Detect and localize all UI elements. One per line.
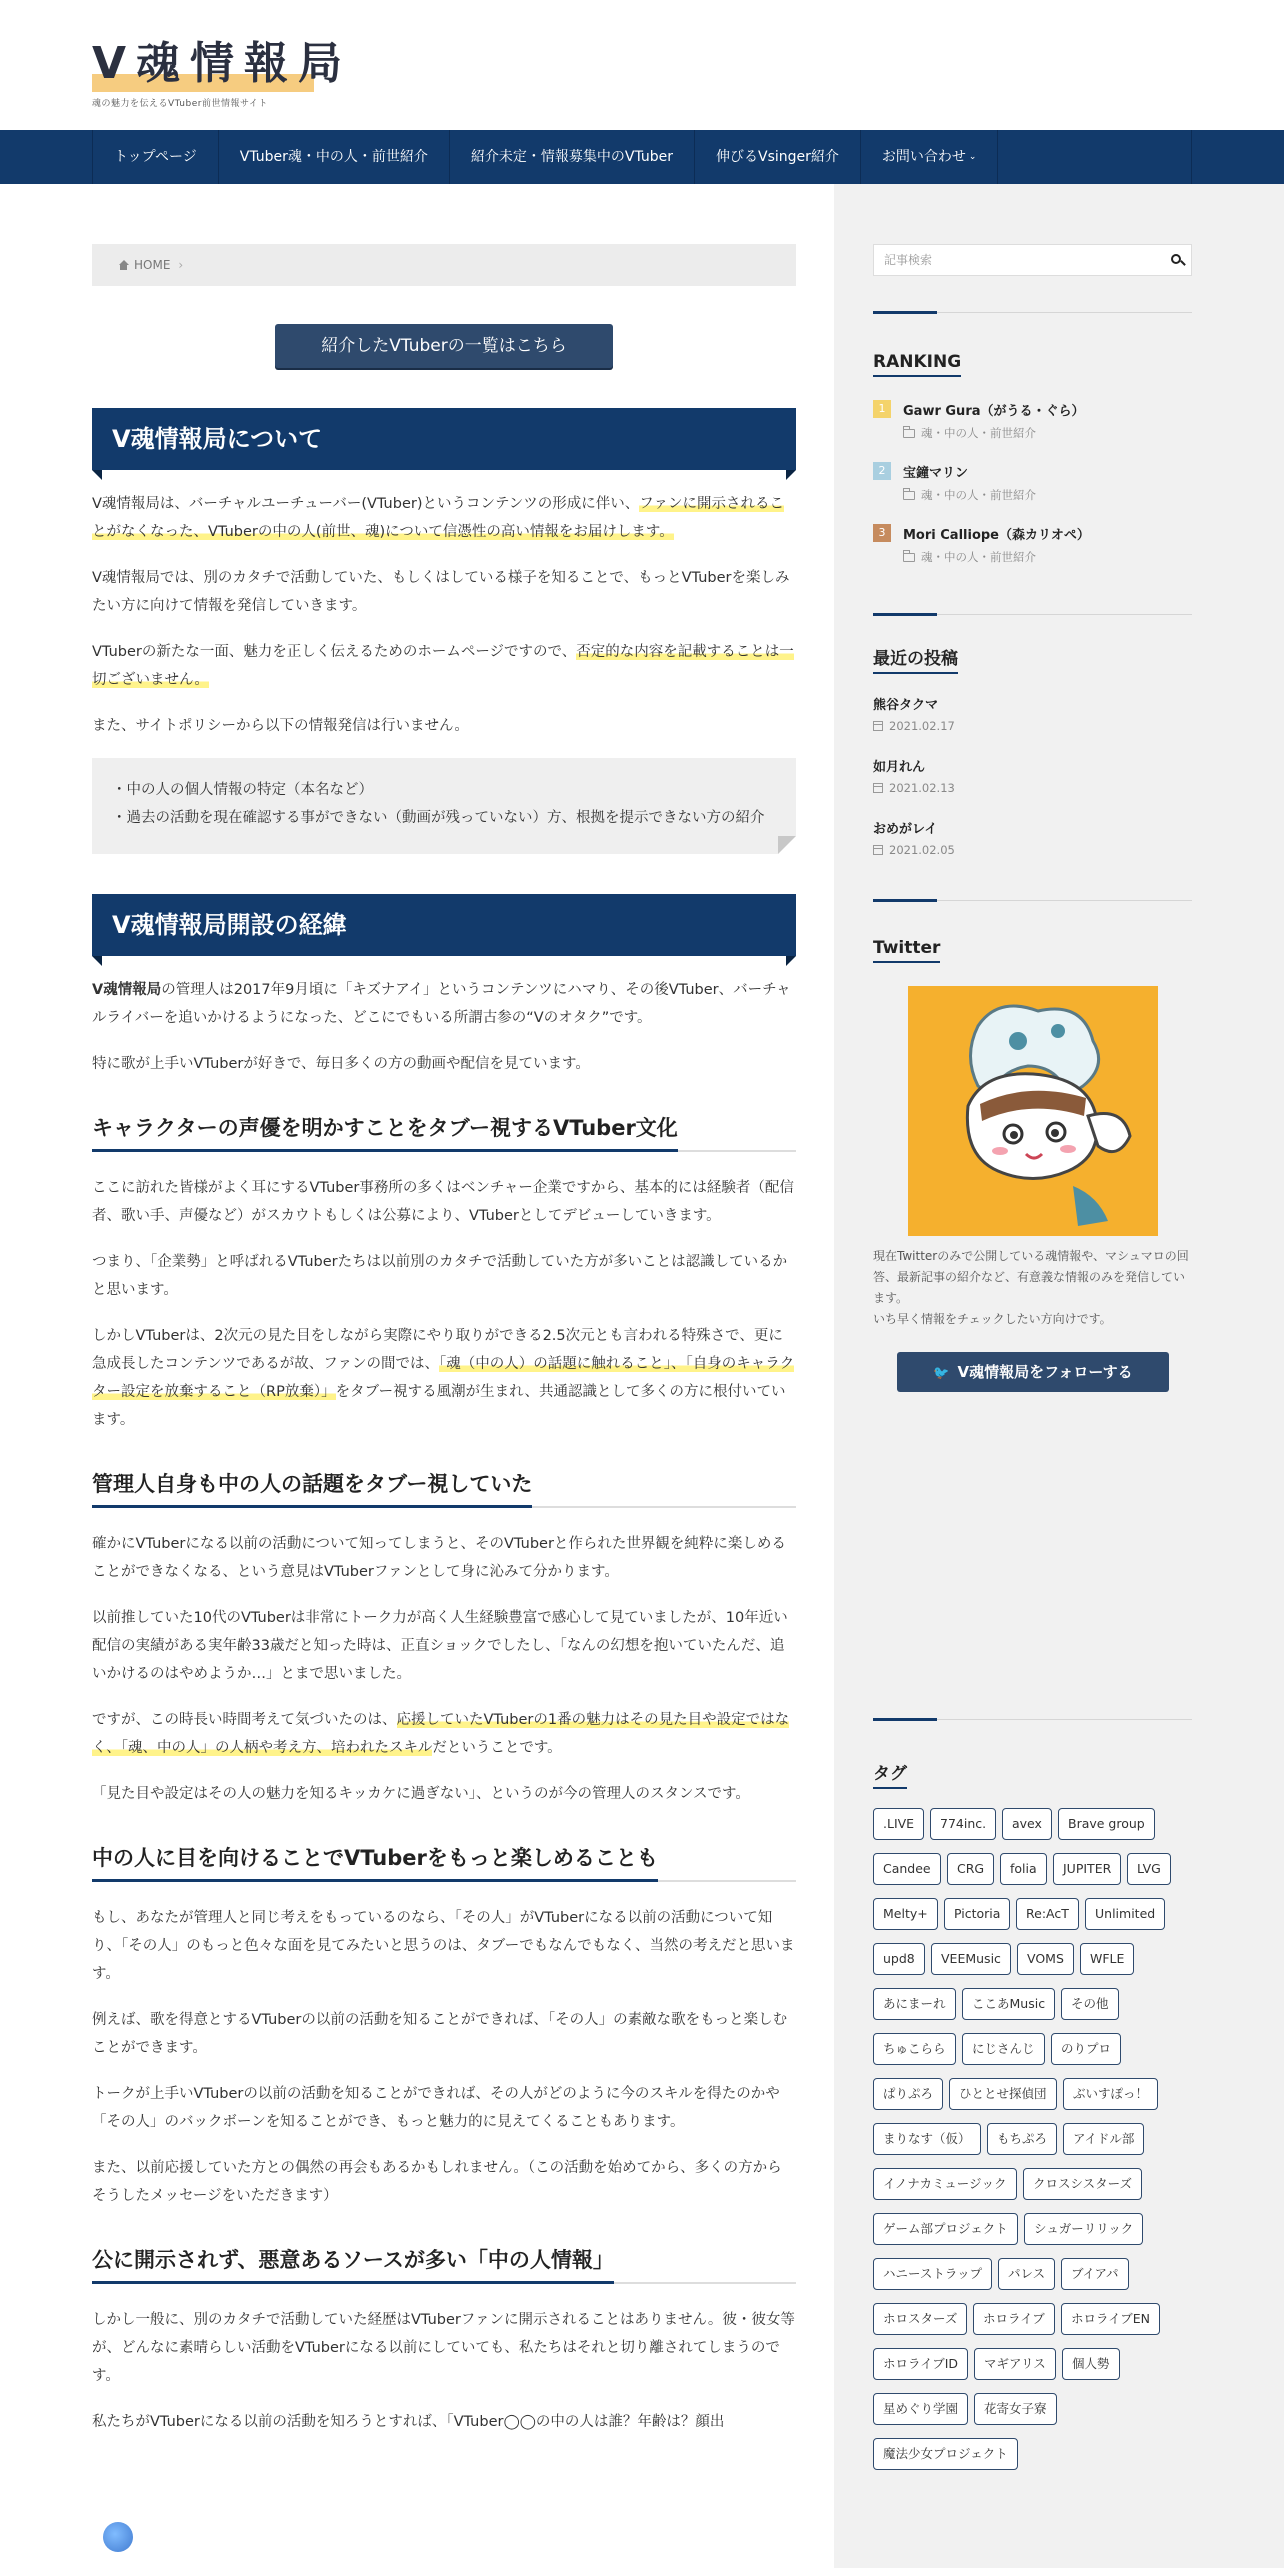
tag-chip[interactable]: LVG xyxy=(1127,1853,1171,1885)
about-paragraph-2: V魂情報局では、別のカタチで活動していた、もしくはしている様子を知ることで、もっとVTuberを楽しみたい方に向けて情報を発信していきます。 xyxy=(92,570,790,614)
tag-chip[interactable]: ホロスターズ xyxy=(873,2303,967,2335)
section3-paragraph-2: 例えば、歌を得意とするVTuberの以前の活動を知ることができれば、「その人」の素敵な歌をもっと楽しむことができます。 xyxy=(92,2012,788,2056)
recent-post[interactable] xyxy=(873,694,955,733)
nav-contact-label: お問い合わせ xyxy=(881,149,966,165)
twitter-icon: 🐦 xyxy=(933,1366,950,1381)
tag-chip[interactable]: イノナカミュージック xyxy=(873,2168,1017,2200)
divider xyxy=(873,1719,1192,1720)
tag-chip[interactable]: Brave group xyxy=(1058,1808,1155,1840)
twitter-follow-button[interactable] xyxy=(897,1352,1169,1392)
about-paragraph-1 xyxy=(92,490,796,546)
tag-chip[interactable]: Candee xyxy=(873,1853,941,1885)
history-p1-bold: V魂情報局 xyxy=(92,982,162,998)
globe-icon[interactable] xyxy=(103,2522,133,2552)
logo-tagline: 魂の魅力を伝えるVTuber前世情報サイト xyxy=(92,99,268,109)
section1-paragraph-2: つまり、「企業勢」と呼ばれるVTuberたちは以前別のカタチで活動していた方が多いことは認識しているかと思います。 xyxy=(92,1254,788,1298)
section3-paragraph-1: もし、あなたが管理人と同じ考えをもっているのなら、「その人」がVTuberになる以前の活動について知り、「その人」のもっと色々な面を見てみたいと思うのは、タブーでもなんでもなく、当然の考えだと思います。 xyxy=(92,1910,795,1982)
heading-taboo-culture xyxy=(92,1112,796,1152)
tag-chip[interactable]: Re:AcT xyxy=(1016,1898,1079,1930)
history-p1-text: の管理人は2017年9月頃に「キズナアイ」というコンテンツにハマり、その後VTuber、バーチャルライバーを追いかけるようになった、どこにでもいる所謂古参の“Vのオタク”です。 xyxy=(92,982,791,1026)
history-paragraph-1 xyxy=(92,976,796,1032)
ranking-item-category[interactable] xyxy=(903,549,1036,565)
rank-badge: 3 xyxy=(873,524,891,542)
s2-p3-text-a: ですが、この時長い時間考えて気づいたのは、 xyxy=(92,1712,397,1728)
recent-post-date xyxy=(873,781,955,795)
about-p3-highlight: 否定的な内容を記載することは一切ございません。 xyxy=(92,644,794,688)
category-label: 魂・中の人・前世紹介 xyxy=(921,550,1036,564)
tag-chip[interactable]: シュガーリリック xyxy=(1024,2213,1143,2245)
heading-admin-taboo-text: 管理人自身も中の人の話題をタブー視していた xyxy=(92,1468,532,1498)
section4-paragraph-2: 私たちがVTuberになる以前の活動を知ろうとすれば、「VTuber◯◯の中の人は誰？年齢は？顔出 xyxy=(92,2414,725,2430)
about-p1-highlight: ファンに開示されることがなくなった、VTuberの中の人(前世、魂)について信憑性の高い情報をお届けします。 xyxy=(92,496,784,540)
tag-chip[interactable]: avex xyxy=(1002,1808,1052,1840)
heading-malicious-sources xyxy=(92,2244,796,2284)
mascot-illustration xyxy=(908,986,1158,1236)
tag-chip[interactable]: ゲーム部プロジェクト xyxy=(873,2213,1018,2245)
tag-chip[interactable]: Melty+ xyxy=(873,1898,938,1930)
search-input[interactable] xyxy=(873,244,1192,276)
tag-chip[interactable]: ハニーストラップ xyxy=(873,2258,992,2290)
tag-chip[interactable]: JUPITER xyxy=(1053,1853,1121,1885)
heading-about: V魂情報局について xyxy=(92,408,796,470)
heading-enjoy-more-text: 中の人に目を向けることでVTuberをもっと楽しめることも xyxy=(92,1842,658,1872)
tag-chip[interactable]: にじさんじ xyxy=(962,2033,1045,2065)
heading-malicious-sources-text: 公に開示されず、悪意あるソースが多い「中の人情報」 xyxy=(92,2244,614,2274)
section4-paragraph-1: しかし一般に、別のカタチで活動していた経歴はVTuberファンに開示されることはありません。彼・彼女等が、どんなに素晴らしい活動をVTuberになる以前にしていても、私たちはそれと切り離されてしまうのです。 xyxy=(92,2312,795,2384)
section1-paragraph-1: ここに訪れた皆様がよく耳にするVTuber事務所の多くはベンチャー企業ですから、基本的には経験者（配信者、歌い手、声優など）がスカウトもしくは公募により、VTuberとしてデビューしていきます。 xyxy=(92,1180,794,1224)
date-label: 2021.02.17 xyxy=(889,719,955,733)
twitter-description: 現在Twitterのみで公開している魂情報や、マシュマロの回答、最新記事の紹介など、有意義な情報のみを発信しています。 いち早く情報をチェックしたい方向けです。 xyxy=(873,1249,1189,1326)
tag-chip[interactable]: まりなす（仮） xyxy=(873,2123,981,2155)
section2-paragraph-2: 以前推していた10代のVTuberは非常にトーク力が高く人生経験豊富で感心して見ていましたが、10年近い配信の実績がある実年齢33歳だと知った時は、正直ショックでしたし、「なんの幻想を抱いていたんだ、追いかけるのはやめようか…」とまで思いました。 xyxy=(92,1610,788,1682)
ranking-item-category[interactable] xyxy=(903,425,1036,441)
section2-paragraph-4: 「見た目や設定はその人の魅力を知るキッカケに過ぎない」、というのが今の管理人のスタンスです。 xyxy=(92,1786,750,1802)
heading-admin-taboo xyxy=(92,1468,796,1508)
calendar-icon xyxy=(873,845,883,855)
recent-post[interactable] xyxy=(873,756,955,795)
tag-chip[interactable]: VOMS xyxy=(1017,1943,1074,1975)
ranking-item-title[interactable]: Gawr Gura（がうる・ぐら） xyxy=(903,404,1085,419)
tag-chip[interactable]: マギアリス xyxy=(974,2348,1056,2380)
section2-paragraph-1: 確かにVTuberになる以前の活動について知ってしまうと、そのVTuberと作られた世界観を純粋に楽しめることができなくなる、という意見はVTuberファンとして身に沁みて分かります。 xyxy=(92,1536,786,1580)
rank-badge: 1 xyxy=(873,400,891,418)
folder-icon xyxy=(903,429,915,438)
tag-chip[interactable]: ホロライブEN xyxy=(1061,2303,1160,2335)
divider xyxy=(873,900,1192,901)
tag-chip[interactable]: Pictoria xyxy=(944,1898,1010,1930)
chevron-down-icon: ⌄ xyxy=(968,152,977,162)
policy-item-2: ・過去の活動を現在確認する事ができない（動画が残っていない）方、根拠を提示できない方の紹介 xyxy=(112,810,765,826)
breadcrumb-home[interactable]: HOME xyxy=(134,258,171,272)
logo-text: V魂情報局 xyxy=(92,38,353,89)
recent-post-date xyxy=(873,843,955,857)
tag-chip[interactable]: upd8 xyxy=(873,1943,925,1975)
article xyxy=(92,408,796,2454)
tag-chip[interactable]: のりプロ xyxy=(1051,2033,1121,2065)
calendar-icon xyxy=(873,783,883,793)
tag-chip[interactable]: あにまーれ xyxy=(873,1988,956,2020)
site-header xyxy=(0,0,1284,130)
tag-chip[interactable]: ホロライブ xyxy=(973,2303,1055,2335)
vtuber-list-button[interactable]: 紹介したVTuberの一覧はこちら xyxy=(275,324,613,368)
tag-chip[interactable]: ホロライブID xyxy=(873,2348,968,2380)
ranking-item-title[interactable]: Mori Calliope（森カリオペ） xyxy=(903,528,1090,543)
divider xyxy=(873,312,1192,313)
folder-icon xyxy=(903,553,915,562)
tag-chip[interactable]: 774inc. xyxy=(930,1808,996,1840)
tag-chip[interactable]: 星めぐり学園 xyxy=(873,2393,968,2425)
tag-chip[interactable]: CRG xyxy=(947,1853,994,1885)
recent-post-title[interactable]: おめがレイ xyxy=(873,822,938,837)
chevron-right-icon: › xyxy=(178,258,184,272)
policy-item-1: ・中の人の個人情報の特定（本名など） xyxy=(112,782,373,798)
recent-post[interactable] xyxy=(873,818,955,857)
heading-taboo-culture-text: キャラクターの声優を明かすことをタブー視するVTuber文化 xyxy=(92,1112,678,1142)
tag-chip[interactable]: 花寄女子寮 xyxy=(974,2393,1057,2425)
folder-icon xyxy=(903,491,915,500)
date-label: 2021.02.05 xyxy=(889,843,955,857)
section2-paragraph-3 xyxy=(92,1706,796,1762)
recent-post-title[interactable]: 如月れん xyxy=(873,760,926,775)
category-label: 魂・中の人・前世紹介 xyxy=(921,488,1036,502)
calendar-icon xyxy=(873,721,883,731)
s2-p3-highlight: 応援していたVTuberの1番の魅力はその見た目や設定ではなく、「魂、中の人」の人柄や考え方、培われたスキル xyxy=(92,1712,790,1756)
about-paragraph-4: また、サイトポリシーから以下の情報発信は行いません。 xyxy=(92,718,469,734)
nav-item-vtuber-intro[interactable]: VTuber魂・中の人・前世紹介 xyxy=(219,130,450,184)
about-p1-text: V魂情報局は、バーチャルユーチューバー(VTuber)というコンテンツの形成に伴い、 xyxy=(92,496,640,512)
tag-chip[interactable]: パレス xyxy=(998,2258,1055,2290)
history-paragraph-2: 特に歌が上手いVTuberが好きで、毎日多くの方の動画や配信を見ています。 xyxy=(92,1056,590,1072)
tag-chip[interactable]: もちぷろ xyxy=(987,2123,1057,2155)
tag-chip[interactable]: 魔法少女プロジェクト xyxy=(873,2438,1018,2470)
ranking-title: RANKING xyxy=(873,352,961,377)
nav-spacer xyxy=(998,130,1192,184)
about-p3-text: VTuberの新たな一面、魅力を正しく伝えるためのホームページですので、 xyxy=(92,644,577,660)
s1-p3-text-a: しかしVTuberは、2次元の見た目をしながら実際にやり取りができる2.5次元とも言われる特殊さで、更に急成長したコンテンツであるが故、ファンの間では、 xyxy=(92,1328,783,1372)
breadcrumb xyxy=(92,244,796,286)
tag-chip[interactable]: ぱりぷろ xyxy=(873,2078,943,2110)
tag-chip[interactable]: ぶいすぽっ！ xyxy=(1063,2078,1158,2110)
tag-chip[interactable]: VEEMusic xyxy=(931,1943,1011,1975)
tag-chip[interactable]: 個人勢 xyxy=(1062,2348,1120,2380)
follow-label: V魂情報局をフォローする xyxy=(957,1363,1133,1381)
recent-posts-title: 最近の投稿 xyxy=(873,644,958,674)
tag-chip[interactable]: folia xyxy=(1000,1853,1047,1885)
policy-box xyxy=(92,758,796,854)
tag-chip[interactable]: WFLE xyxy=(1080,1943,1134,1975)
s1-p3-highlight: 「魂（中の人）の話題に触れること」、「自身のキャラクター設定を放棄すること（RP放棄）」 xyxy=(92,1356,795,1400)
nav-item-contact[interactable] xyxy=(861,130,999,184)
rank-badge: 2 xyxy=(873,462,891,480)
tag-chip[interactable]: アイドル部 xyxy=(1063,2123,1144,2155)
recent-post-title[interactable]: 熊谷タクマ xyxy=(873,698,939,713)
tags-title: タグ xyxy=(873,1759,907,1789)
ranking-item-category[interactable] xyxy=(903,487,1036,503)
tag-chip[interactable]: その他 xyxy=(1061,1988,1119,2020)
tag-chip[interactable]: ここあMusic xyxy=(962,1988,1055,2020)
twitter-title: Twitter xyxy=(873,938,940,963)
section1-paragraph-3 xyxy=(92,1322,796,1434)
recent-post-date xyxy=(873,719,955,733)
heading-history: V魂情報局開設の経緯 xyxy=(92,894,796,956)
tag-chip[interactable]: ちゅこらら xyxy=(873,2033,956,2065)
tag-chip[interactable]: クロスシスターズ xyxy=(1023,2168,1142,2200)
s1-p3-text-b: をタブー視する風潮が生まれ、共通認識として多くの方に根付いています。 xyxy=(92,1384,786,1428)
site-logo[interactable] xyxy=(92,36,353,114)
s2-p3-text-b: だということです。 xyxy=(432,1740,562,1756)
tag-chip[interactable]: ひととせ探偵団 xyxy=(949,2078,1057,2110)
global-nav xyxy=(0,130,1284,184)
search-placeholder: 記事検索 xyxy=(884,253,933,267)
about-paragraph-3 xyxy=(92,638,796,694)
nav-item-undecided[interactable]: 紹介未定・情報募集中のVTuber xyxy=(450,130,695,184)
category-label: 魂・中の人・前世紹介 xyxy=(921,426,1036,440)
nav-item-top[interactable]: トップページ xyxy=(93,130,219,184)
tag-chip[interactable]: Unlimited xyxy=(1085,1898,1165,1930)
tag-chip[interactable]: ブイアパ xyxy=(1061,2258,1129,2290)
search-icon[interactable] xyxy=(1171,254,1181,264)
nav-item-vsinger[interactable]: 伸びるVsinger紹介 xyxy=(695,130,861,184)
section3-paragraph-3: トークが上手いVTuberの以前の活動を知ることができれば、その人がどのように今のスキルを得たのかや「その人」のバックボーンを知ることができ、もっと魅力的に見えてくることもあります。 xyxy=(92,2086,780,2130)
date-label: 2021.02.13 xyxy=(889,781,955,795)
divider xyxy=(873,614,1192,615)
twitter-mascot-image[interactable] xyxy=(908,986,1158,1236)
home-icon xyxy=(118,260,129,270)
section3-paragraph-4: また、以前応援していた方との偶然の再会もあるかもしれません。（この活動を始めてから、多くの方からそうしたメッセージをいただきます） xyxy=(92,2160,782,2204)
ranking-item-title[interactable]: 宝鐘マリン xyxy=(903,466,969,481)
heading-enjoy-more xyxy=(92,1842,796,1882)
tag-chip[interactable]: .LIVE xyxy=(873,1808,924,1840)
